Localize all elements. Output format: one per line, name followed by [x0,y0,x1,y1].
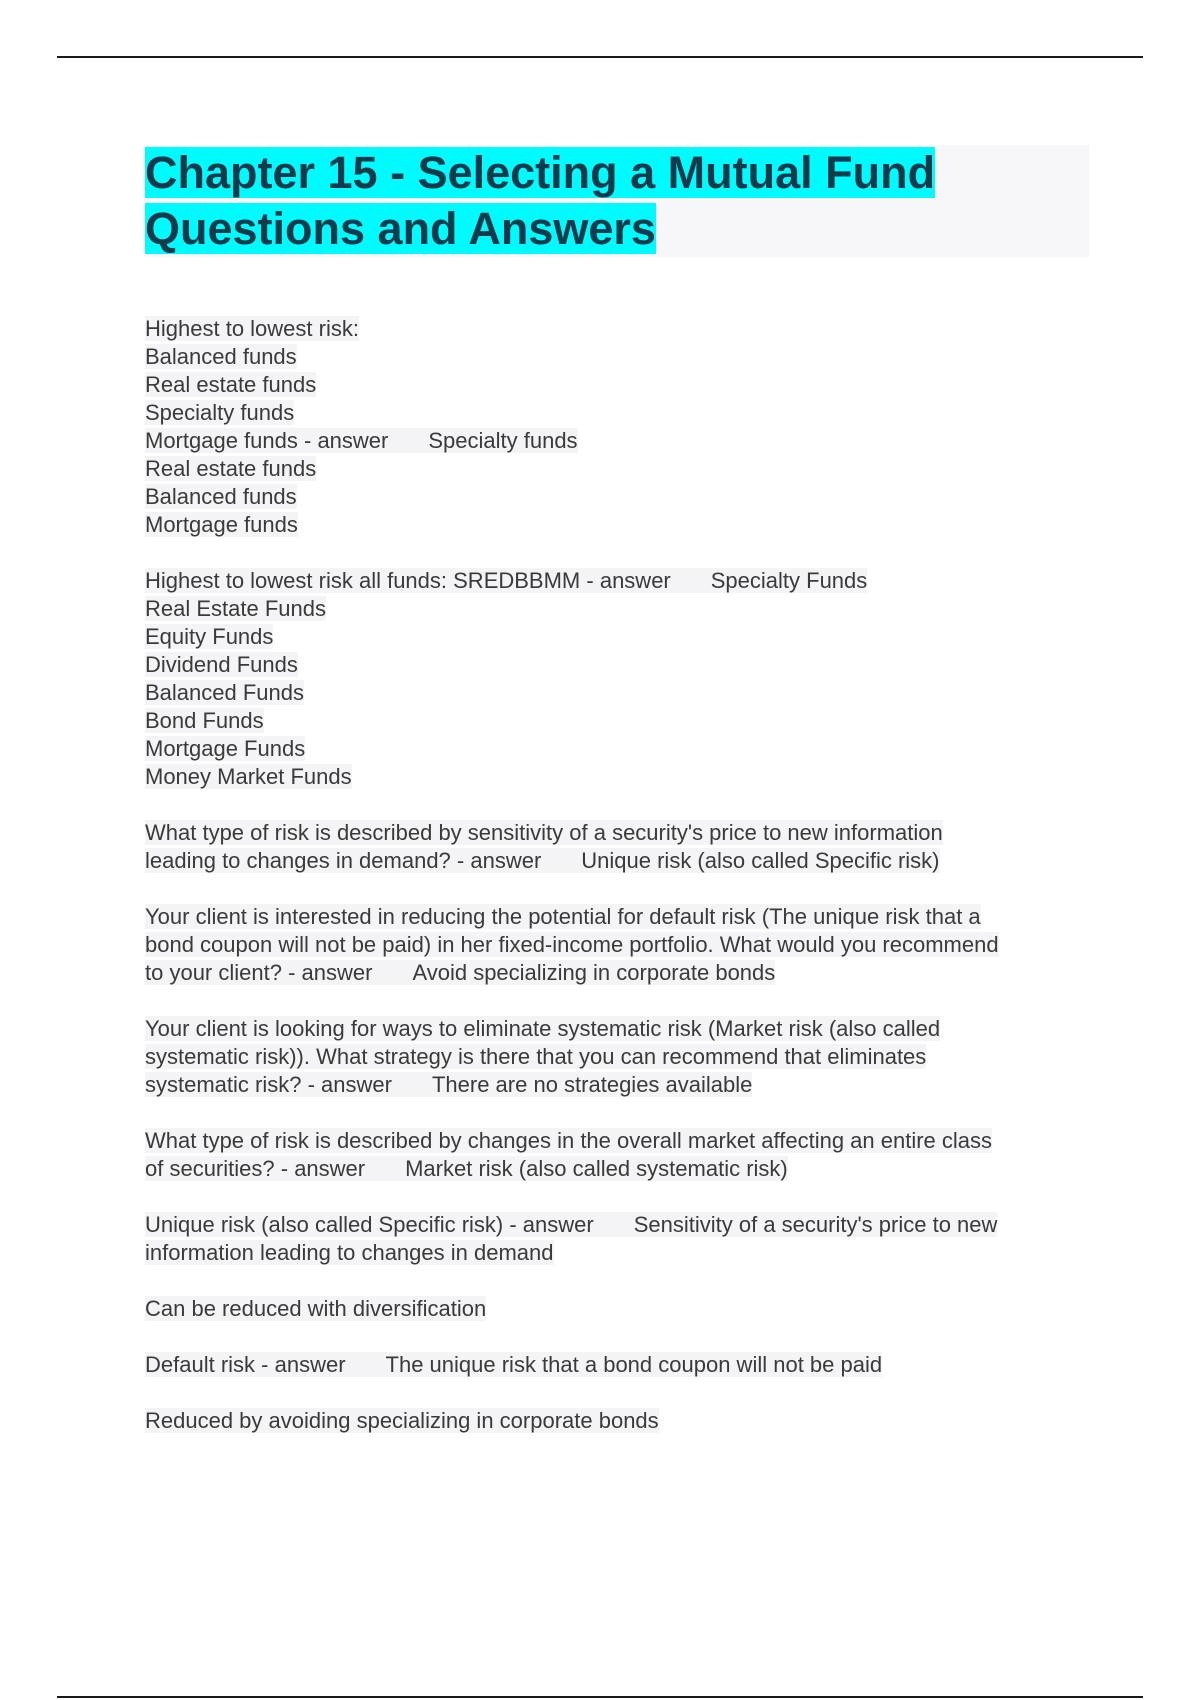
answer-text: Unique risk (also called Specific risk) [581,848,940,873]
note-block [145,1407,1089,1435]
answer-text: The unique risk that a bond coupon will not be paid [385,1352,883,1377]
text-line: Balanced Funds [145,680,304,705]
question-text: Mortgage funds [145,428,298,453]
text-line: bond coupon will not be paid) in her fixed-income portfolio. What would you recommend [145,932,999,957]
answer-marker: - answer [304,428,389,453]
answer-marker: - answer [586,568,671,593]
qa-block [145,1015,1089,1099]
answer-text: Specialty funds [428,428,578,453]
qa-line [145,1351,1089,1379]
qa-block [145,1127,1089,1183]
qa-line [145,427,1089,455]
question-text: to your client? [145,960,282,985]
answer-text: Market risk (also called systematic risk) [405,1156,788,1181]
answer-text: There are no strategies available [431,1072,753,1097]
text-line: Real estate funds [145,372,317,397]
question-text: Unique risk (also called Specific risk) [145,1212,504,1237]
text-line: Reduced by avoiding specializing in corporate bonds [145,1408,659,1433]
text-line: Your client is looking for ways to eliminate systematic risk (Market risk (also called [145,1016,941,1041]
title-line-2: Questions and Answers [145,203,656,254]
qa-block [145,1211,1089,1267]
qa-line [145,1155,1089,1183]
qa-line [145,959,1089,987]
text-line: information leading to changes in demand [145,1240,554,1265]
note-block [145,1295,1089,1323]
qa-block [145,903,1089,987]
answer-marker: - answer [456,848,542,873]
text-line: Mortgage funds [145,512,298,537]
answer-marker: - answer [509,1212,594,1237]
top-rule [57,56,1143,58]
text-line: Bond Funds [145,708,264,733]
qa-block [145,315,1089,539]
answer-text: Sensitivity of a security's price to new [633,1212,998,1237]
text-line: Real estate funds [145,456,317,481]
qa-line [145,1071,1089,1099]
text-line: What type of risk is described by changes in the overall market affecting an entire class [145,1128,993,1153]
bottom-rule [57,1696,1143,1698]
text-line: Money Market Funds [145,764,352,789]
text-line: Balanced funds [145,344,297,369]
qa-line [145,1211,1089,1239]
title-line-1: Chapter 15 - Selecting a Mutual Fund [145,147,936,198]
question-text: leading to changes in demand? [145,848,451,873]
text-line: Dividend Funds [145,652,298,677]
title-block [145,145,1089,257]
page-title [145,145,1089,257]
text-line: Real Estate Funds [145,596,326,621]
answer-marker: - answer [288,960,373,985]
answer-text: Avoid specializing in corporate bonds [412,960,776,985]
qa-block [145,1351,1089,1379]
question-text: Highest to lowest risk all funds: SREDBBMM [145,568,581,593]
answer-marker: - answer [307,1072,392,1097]
text-line: systematic risk)). What strategy is there that you can recommend that eliminates [145,1044,927,1069]
text-line: Balanced funds [145,484,297,509]
text-line: Specialty funds [145,400,295,425]
question-text: of securities? [145,1156,275,1181]
text-line: Highest to lowest risk: [145,316,359,341]
question-text: systematic risk? [145,1072,302,1097]
text-line: Can be reduced with diversification [145,1296,487,1321]
qa-block [145,819,1089,875]
text-line: Your client is interested in reducing the potential for default risk (The unique risk that a [145,904,981,929]
qa-line [145,567,1089,595]
document-body [145,145,1089,1463]
question-text: Default risk [145,1352,256,1377]
text-line: Mortgage Funds [145,736,306,761]
text-line: Equity Funds [145,624,274,649]
qa-block [145,567,1089,791]
answer-marker: - answer [280,1156,366,1181]
answer-text: Specialty Funds [710,568,868,593]
qa-line [145,847,1089,875]
text-line: What type of risk is described by sensitivity of a security's price to new information [145,820,943,845]
answer-marker: - answer [261,1352,346,1377]
